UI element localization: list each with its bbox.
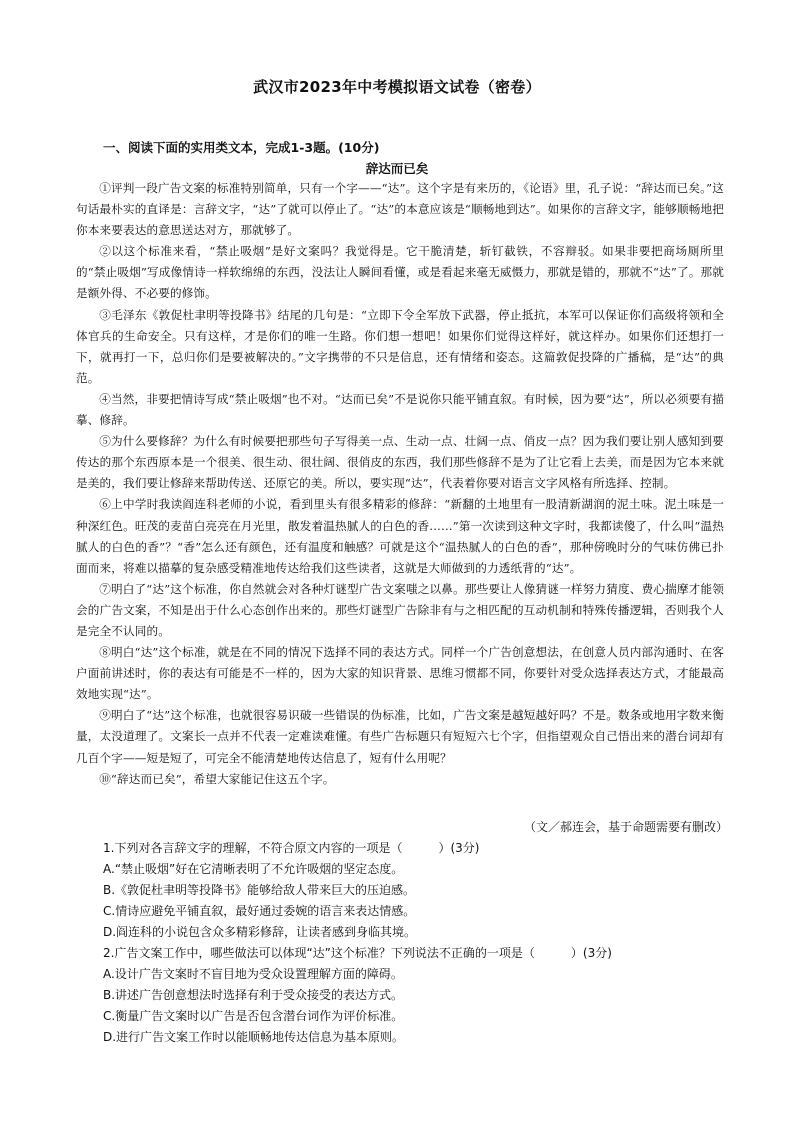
- article-source: （文／郝连会，基于命题需要有删改）: [523, 820, 728, 834]
- option-d: D.进行广告文案工作时以能顺畅地传达信息为基本原则。: [103, 1030, 405, 1044]
- article-paragraph: ⑩“辞达而已矣”，希望大家能记住这五个字。: [99, 771, 335, 786]
- article-title: 辞达而已矣: [365, 161, 429, 176]
- option-a: A.“禁止吸烟”好在它清晰表明了不允许吸烟的坚定态度。: [103, 862, 404, 876]
- option-d: D.阎连科的小说包含众多精彩修辞，让读者感到身临其境。: [103, 925, 417, 939]
- article-paragraph: ④当然，非要把情诗写成“禁止吸烟”也不对。“达而已矣”不是说你只能平铺直叙。有时候，因为要“达”，所以必须要有描摹、修辞。: [76, 391, 724, 428]
- option-b: B.讲述广告创意想法时选择有利于受众接受的表达方式。: [103, 988, 404, 1002]
- article-paragraph: ①评判一段广告文案的标准特别简单，只有一个字——“达”。这个字是有来历的，《论语》里，孔子说：“辞达而已矣。”这句话最朴实的直译是：言辞文字，“达”了就可以停止了。“达”的本意应该是“顺畅地到达”。如果你的言辞文字，能够顺畅地把你本来要表达的意思送达对方，那就够了。: [76, 181, 724, 238]
- article-paragraph: ⑥上中学时我读阎连科老师的小说，看到里头有很多精彩的修辞：“新翻的土地里有一股清新湖润的泥土味。泥土味是一种深红色。旺茂的麦苗白亮亮在月光里，散发着温热腻人的白色的香……”第一次读到这种文字时，我都读傻了，什么叫“温热腻人的白色的香”？“香”怎么还有颜色，还有温度和触感？可就是这个“温热腻人的白色的香”，那种傍晚时分的气味仿佛已扑面而来，将难以描摹的复杂感受精准地传达给我们这些读者，这就是大师做到的力透纸背的“达”。: [76, 497, 724, 575]
- option-b: B.《敦促杜聿明等投降书》能够给敌人带来巨大的压迫感。: [103, 883, 416, 897]
- question-stem: 2.广告文案工作中，哪些做法可以体现“达”这个标准？下列说法不正确的一项是（ ）(3分): [103, 946, 612, 960]
- article-paragraph: ③毛泽东《敦促杜聿明等投降书》结尾的几句是：“立即下令全军放下武器，停止抵抗，本军可以保证你们高级将领和全体官兵的生命安全。只有这样，才是你们的唯一生路。你们想一想吧！如果你们觉得这样好，就这样办。如果你们还想打一下，就再打一下，总归你们是要被解决的。”文字携带的不只是信息，还有情绪和姿态。这篇敦促投降的广播稿，是“达”的典范。: [76, 307, 724, 385]
- article-paragraph: ⑨明白了“达”这个标准，也就很容易识破一些错误的伪标准，比如，广告文案是越短越好吗？不是。数条或地用字数来衡量，太没道理了。文案长一点并不代表一定难读难懂。有些广告标题只有短短六七个字，但指望观众自己悟出来的潜台词却有几百个字——短是短了，可完全不能清楚地传达信息了，短有什么用呢？: [76, 708, 724, 765]
- article-paragraph: ⑧明白“达”这个标准，就是在不同的情况下选择不同的表达方式。同样一个广告创意想法，在创意人员内部沟通时、在客户面前讲述时，你的表达有可能是不一样的，因为大家的知识背景、思维习惯都不同，你要针对受众选择表达方式，才能最高效地实现“达”。: [76, 645, 724, 702]
- exam-title: 武汉市2023年中考模拟语文试卷（密卷）: [253, 78, 541, 96]
- article-paragraph: ⑤为什么要修辞？为什么有时候要把那些句子写得美一点、生动一点、壮阔一点、俏皮一点？因为我们要让别人感知到要传达的那个东西原本是一个很美、很生动、很壮阔、很俏皮的东西，我们那些修辞不是为了让它看上去美，而是因为它本来就是美的，我们要让修辞来帮助传送、还原它的美。所以，要实现“达”，代表着你要对语言文字风格有所选择、控制。: [76, 434, 724, 491]
- option-c: C.衡量广告文案时以广告是否包含潜台词作为评价标准。: [103, 1009, 404, 1023]
- questions: [103, 838, 723, 1048]
- question-stem: 1.下列对各言辞文字的理解，不符合原文内容的一项是（ ）(3分): [103, 841, 480, 855]
- section-heading: 一、阅读下面的实用类文本，完成1-3题。(10分): [103, 140, 380, 155]
- article-paragraph: ②以这个标准来看，“禁止吸烟”是好文案吗？我觉得是。它干脆清楚，斩钉截铁，不容辩驳。如果非要把商场厕所里的“禁止吸烟”写成像情诗一样软绵绵的东西，没法让人瞬间看懂，或是看起来毫无威慑力，那就是错的，那就不“达”了。那就是额外得、不必要的修饰。: [76, 244, 724, 301]
- article-body: [76, 178, 724, 790]
- option-c: C.情诗应避免平铺直叙，最好通过委婉的语言来表达情感。: [103, 904, 416, 918]
- option-a: A.设计广告文案时不盲目地为受众设置理解方面的障碍。: [103, 967, 403, 981]
- article-paragraph: ⑦明白了“达”这个标准，你自然就会对各种灯谜型广告文案嗤之以鼻。那些要让人像猜谜一样努力猜度、费心揣摩才能领会的广告文案，不知是出于什么心态创作出来的。那些灯谜型广告除非有与之相匹配的互动机制和特殊传播逻辑，否则我个人是完全不认同的。: [76, 581, 724, 638]
